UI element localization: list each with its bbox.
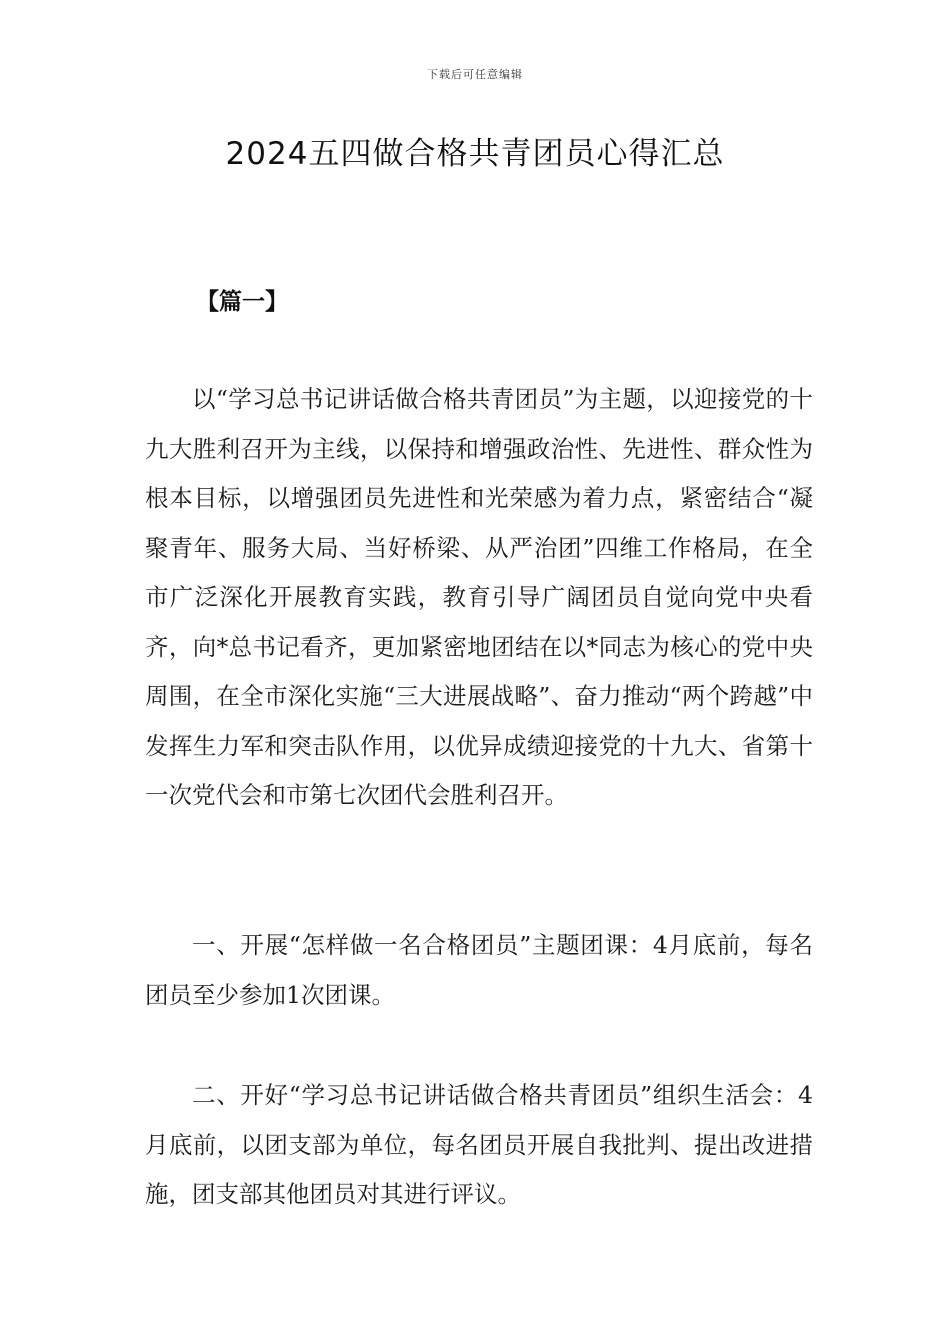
page-header-note: 下载后可任意编辑 — [427, 68, 523, 81]
body-paragraph-item-1: 一、开展“怎样做一名合格团员”主题团课：4月底前，每名团员至少参加1次团课。 — [145, 931, 813, 1009]
body-paragraph-intro: 以“学习总书记讲话做合格共青团员”为主题，以迎接党的十九大胜利召开为主线，以保持和增强政治性、先进性、群众性为根本目标，以增强团员先进性和光荣感为着力点，紧密结合“凝聚青年、服务大局、当好桥梁、从严治团”四维工作格局，在全市广泛深化开展教育实践，教育引导广阔团员自觉向党中央看齐，向*总书记看齐，更加紧密地团结在以*同志为核心的党中央周围，在全市深化实施“三大进展战略”、奋力推动“两个跨越”中发挥生力军和突击队作用，以优异成绩迎接党的十九大、省第十一次党代会和市第七次团代会胜利召开。 — [145, 385, 813, 809]
body-paragraph-item-2: 二、开好“学习总书记讲话做合格共青团员”组织生活会：4月底前，以团支部为单位，每名团员开展自我批判、提出改进措施，团支部其他团员对其进行评议。 — [145, 1081, 813, 1208]
document-title: 2024五四做合格共青团员心得汇总 — [225, 136, 725, 172]
section-label: 【篇一】 — [196, 288, 288, 315]
